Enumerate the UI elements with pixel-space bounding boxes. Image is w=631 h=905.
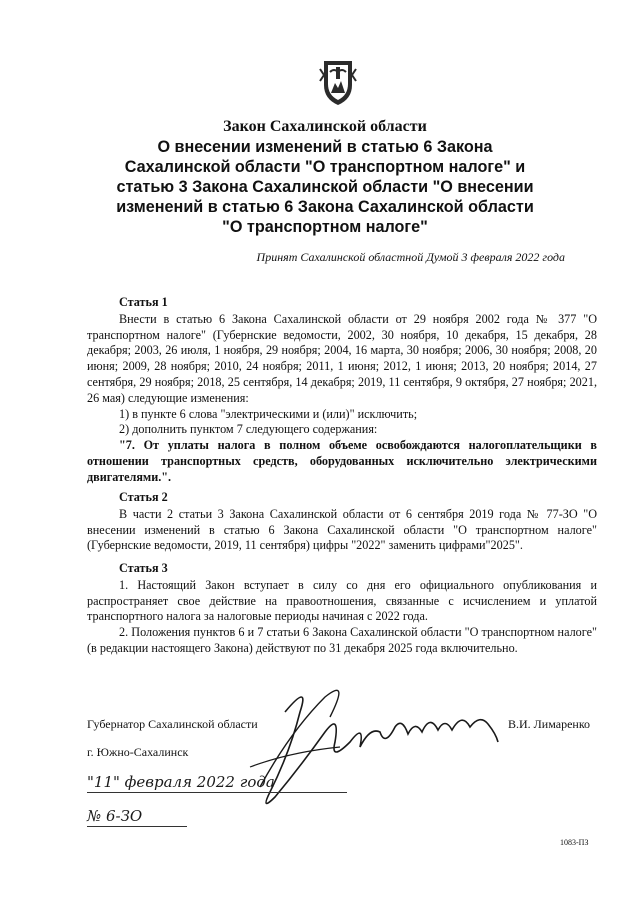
governor-signature xyxy=(230,672,505,822)
article-paragraph: В части 2 статьи 3 Закона Сахалинской области от 6 сентября 2019 года № 77-ЗО "О внесении изменений в статью 6 Закона Сахалинской области "О транспортном налоге" (Губернские ведомости, 2019, 11 сентября) цифры "2022" заменить цифрами"2025". xyxy=(87,506,597,553)
governor-title: Губернатор Сахалинской области xyxy=(87,717,258,731)
governor-name: В.И. Лимаренко xyxy=(508,717,591,731)
article-item: 2) дополнить пунктом 7 следующего содержания: xyxy=(119,422,378,437)
article-heading: Статья 3 xyxy=(119,561,168,575)
city-name: г. Южно-Сахалинск xyxy=(87,745,189,759)
handwritten-date: "11" февраля 2022 года xyxy=(87,773,275,791)
adoption-note: Принят Сахалинской областной Думой 3 февраля 2022 года xyxy=(256,250,565,264)
title-line: О внесении изменений в статью 6 Закона xyxy=(157,138,493,156)
law-title xyxy=(90,117,560,237)
article-paragraph: 1. Настоящий Закон вступает в силу со дня его официального опубликования и распространяет свое действие на правоотношения, связанные с исчислением и уплатой транспортного налога за налоговые периоды начиная с 2022 года. xyxy=(87,577,597,624)
number-underline xyxy=(87,826,187,827)
article-paragraph: 2. Положения пунктов 6 и 7 статьи 6 Закона Сахалинской области "О транспортном налоге" (в редакции настоящего Закона) действуют по 31 декабря 2025 года включительно. xyxy=(87,625,597,655)
article-item: 1) в пункте 6 слова "электрическими и (или)" исключить; xyxy=(119,406,418,421)
article-1 xyxy=(87,295,597,486)
article-paragraph: Внести в статью 6 Закона Сахалинской области от 29 ноября 2002 года № 377 "О транспортном налоге" (Губернские ведомости, 2002, 30 ноября, 10 декабря, 15 декабря, 28 декабря; 2003, 26 июля, 1 ноября, 29 ноября; 2004, 16 марта, 30 ноября; 2006, 30 ноября; 2008, 20 июня; 2009, 28 ноября; 2010, 24 ноября; 2011, 1 июня; 2012, 1 июня; 2013, 20 ноября; 2014, 27 сентября, 29 ноября; 2018, 25 сентября, 14 декабря; 2019, 11 сентября, 9 октября, 27 ноября; 2021, 26 мая) следующие изменения: xyxy=(87,311,597,405)
article-heading: Статья 2 xyxy=(119,490,168,504)
title-line: статью 3 Закона Сахалинской области "О внесении xyxy=(116,178,534,196)
coat-of-arms-icon xyxy=(318,55,358,107)
article-3 xyxy=(87,561,597,657)
article-heading: Статья 1 xyxy=(119,295,168,309)
handwritten-law-number: № 6-ЗО xyxy=(87,807,143,825)
title-line: изменений в статью 6 Закона Сахалинской области xyxy=(116,198,534,216)
date-underline xyxy=(87,792,347,793)
title-line: Сахалинской области "О транспортном налоге" и xyxy=(124,158,526,176)
title-line: "О транспортном налоге" xyxy=(222,218,428,236)
document-code: 1083-ПЗ xyxy=(560,838,589,847)
title-line: Закон Сахалинской области xyxy=(223,118,427,135)
article-2 xyxy=(87,490,597,554)
quoted-text: "7. От уплаты налога в полном объеме освобождаются налогоплательщики в отношении транспортных средств, оборудованных исключительно электрическими двигателями.". xyxy=(87,438,597,484)
